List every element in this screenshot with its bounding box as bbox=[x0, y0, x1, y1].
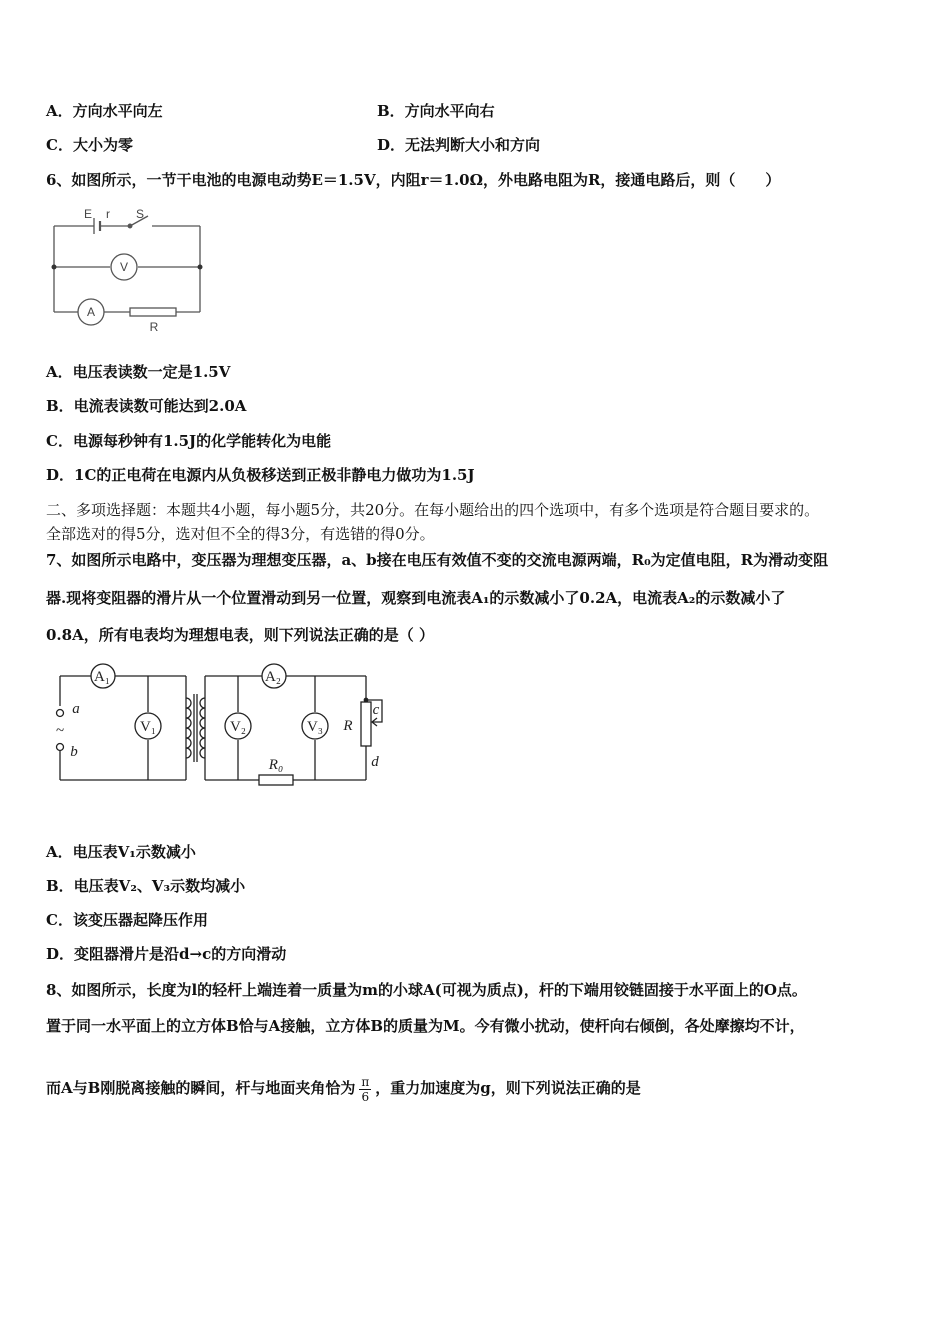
q7-ammeter-a1-label: A₁ bbox=[93, 669, 111, 685]
q7-voltmeter-v1-label: V₁ bbox=[139, 719, 157, 735]
q6-option-a: A．电压表读数一定是1.5V bbox=[46, 363, 231, 381]
q5-option-b: B．方向水平向右 bbox=[377, 102, 495, 120]
q7-option-b: B．电压表V₂、V₃示数均减小 bbox=[46, 877, 246, 895]
q6-option-d: D．1C的正电荷在电源内从负极移送到正极非静电力做功为1.5J bbox=[46, 466, 475, 484]
q6-option-b: B．电流表读数可能达到2.0A bbox=[46, 397, 247, 415]
section2-line1: 二、多项选择题：本题共4小题，每小题5分，共20分。在每小题给出的四个选项中，有多个选项是符合题目要求的。 bbox=[46, 501, 820, 519]
q8-angle-fraction bbox=[359, 1075, 371, 1104]
q5-option-c: C．大小为零 bbox=[46, 136, 133, 154]
q7-transformer-circuit-figure bbox=[44, 656, 394, 796]
section2-line2: 全部选对的得5分，选对但不全的得3分，有选错的得0分。 bbox=[46, 525, 435, 543]
q8-frac-numerator: π bbox=[361, 1074, 370, 1089]
q8-frac-denominator: 6 bbox=[361, 1089, 370, 1104]
q7-voltmeter-v2-label: V₂ bbox=[229, 719, 247, 735]
q7-terminal-a-label: a bbox=[72, 701, 80, 717]
q7-slider-d-label: d bbox=[371, 754, 379, 770]
q6-label-r: r bbox=[106, 207, 110, 221]
q7-slider-c-label: c bbox=[372, 702, 380, 718]
q8-line3 bbox=[46, 1066, 641, 1110]
q8-line3-before: 而A与B刚脱离接触的瞬间，杆与地面夹角恰为 bbox=[46, 1079, 356, 1097]
q7-option-d: D．变阻器滑片是沿d→c的方向滑动 bbox=[46, 945, 287, 963]
q7-line3: 0.8A，所有电表均为理想电表，则下列说法正确的是（ ） bbox=[46, 626, 434, 644]
q8-line3-after: ，重力加速度为g，则下列说法正确的是 bbox=[375, 1079, 641, 1097]
q7-line1: 7、如图所示电路中，变压器为理想变压器，a、b接在电压有效值不变的交流电源两端，R₀为定值电阻，R为滑动变阻 bbox=[46, 551, 829, 569]
q5-option-d: D．无法判断大小和方向 bbox=[377, 136, 541, 154]
q6-label-e: E bbox=[83, 207, 93, 221]
q6-stem: 6、如图所示，一节干电池的电源电动势E＝1.5V，内阻r＝1.0Ω，外电路电阻为R，接通电路后，则（ ） bbox=[46, 171, 781, 189]
q7-ac-symbol: ~ bbox=[55, 723, 65, 739]
q6-label-s: S bbox=[135, 207, 145, 221]
q7-option-a: A．电压表V₁示数减小 bbox=[46, 843, 196, 861]
q7-voltmeter-v3-label: V₃ bbox=[306, 719, 324, 735]
q7-option-c: C．该变压器起降压作用 bbox=[46, 911, 208, 929]
q7-ammeter-a2-label: A₂ bbox=[264, 669, 282, 685]
q7-terminal-b-label: b bbox=[70, 744, 78, 760]
q6-label-resistor: R bbox=[149, 320, 159, 334]
q7-resistor-r0-label: R₀ bbox=[268, 757, 284, 773]
q6-ammeter-label: A bbox=[86, 305, 96, 319]
q8-line1: 8、如图所示，长度为l的轻杆上端连着一质量为m的小球A(可视为质点)，杆的下端用铰链固接于水平面上的O点。 bbox=[46, 981, 807, 999]
q5-option-a: A．方向水平向左 bbox=[46, 102, 163, 120]
q6-option-c: C．电源每秒钟有1.5J的化学能转化为电能 bbox=[46, 432, 332, 450]
q7-line2: 器.现将变阻器的滑片从一个位置滑动到另一位置，观察到电流表A₁的示数减小了0.2A，电流表A₂的示数减小了 bbox=[46, 589, 786, 607]
q8-line2: 置于同一水平面上的立方体B恰与A接触，立方体B的质量为M。今有微小扰动，使杆向右倾倒，各处摩擦均不计， bbox=[46, 1017, 805, 1035]
q6-circuit-figure bbox=[44, 202, 216, 338]
q6-voltmeter-label: V bbox=[119, 260, 129, 274]
q7-rheostat-r-label: R bbox=[343, 718, 353, 734]
